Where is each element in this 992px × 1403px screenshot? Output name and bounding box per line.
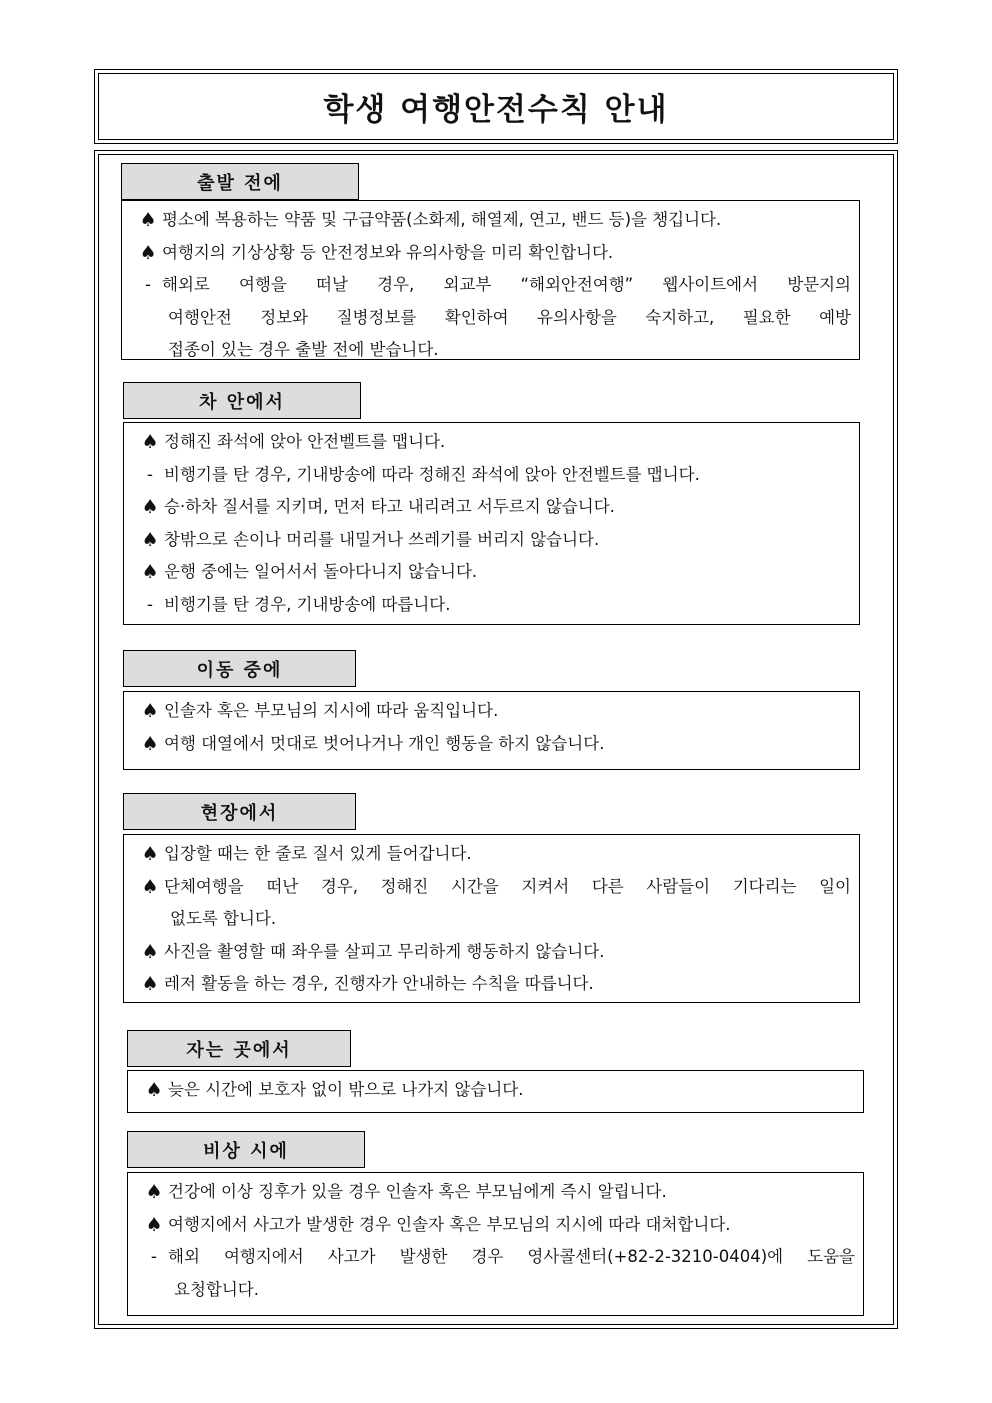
section-box bbox=[123, 422, 860, 625]
section-box bbox=[121, 200, 860, 360]
list-item bbox=[136, 903, 851, 936]
list-item bbox=[136, 968, 851, 1001]
list-item bbox=[140, 1176, 855, 1209]
spade-bullet-icon: ♠ bbox=[141, 843, 159, 865]
spade-bullet-icon: ♠ bbox=[141, 561, 159, 583]
list-item bbox=[134, 237, 851, 270]
item-text: 인솔자 혹은 부모님의 지시에 따라 움직입니다. bbox=[164, 701, 499, 720]
item-text: 건강에 이상 징후가 있을 경우 인솔자 혹은 부모님에게 즉시 알립니다. bbox=[168, 1182, 667, 1201]
item-text: 사진을 촬영할 때 좌우를 살피고 무리하게 행동하지 않습니다. bbox=[164, 941, 605, 961]
list-item bbox=[140, 1209, 855, 1242]
dash-marker: - bbox=[146, 594, 154, 615]
spade-bullet-icon: ♠ bbox=[141, 496, 159, 518]
list-item bbox=[136, 695, 851, 728]
list-item bbox=[136, 936, 851, 969]
spade-bullet-icon: ♠ bbox=[141, 431, 159, 453]
spade-bullet-icon: ♠ bbox=[141, 973, 159, 995]
list-item bbox=[140, 1074, 855, 1107]
list-item bbox=[136, 524, 851, 557]
item-text: 운행 중에는 일어서서 돌아다니지 않습니다. bbox=[164, 562, 478, 581]
spade-bullet-icon: ♠ bbox=[145, 1181, 163, 1203]
spade-bullet-icon: ♠ bbox=[139, 241, 157, 264]
list-item bbox=[136, 459, 851, 492]
section-header: 자는 곳에서 bbox=[127, 1030, 351, 1067]
spade-bullet-icon: ♠ bbox=[141, 940, 159, 963]
section-box bbox=[127, 1172, 864, 1316]
item-text: 정해진 좌석에 앉아 안전벨트를 맵니다. bbox=[164, 432, 446, 451]
spade-bullet-icon: ♠ bbox=[141, 732, 159, 755]
spade-bullet-icon: ♠ bbox=[145, 1079, 163, 1101]
item-text: 여행안전 정보와 질병정보를 확인하여 유의사항을 숙지하고, 필요한 예방 bbox=[168, 307, 851, 327]
item-text: 해외 여행지에서 사고가 발생한 경우 영사콜센터(+82-2-3210-0404)에 도움을 bbox=[168, 1247, 855, 1266]
item-text: 여행지에서 사고가 발생한 경우 인솔자 혹은 부모님의 지시에 따라 대처합니다. bbox=[168, 1214, 731, 1234]
item-text: 요청합니다. bbox=[174, 1279, 259, 1299]
item-text: 비행기를 탄 경우, 기내방송에 따라 정해진 좌석에 앉아 안전벨트를 맵니다. bbox=[164, 464, 700, 484]
section-header: 차 안에서 bbox=[123, 382, 361, 419]
item-text: 레저 활동을 하는 경우, 진행자가 안내하는 수칙을 따릅니다. bbox=[164, 974, 594, 993]
spade-bullet-icon: ♠ bbox=[141, 875, 159, 898]
list-item bbox=[136, 838, 851, 871]
section-header: 출발 전에 bbox=[121, 163, 359, 200]
item-text: 승·하차 질서를 지키며, 먼저 타고 내리려고 서두르지 않습니다. bbox=[164, 497, 615, 516]
item-text: 비행기를 탄 경우, 기내방송에 따릅니다. bbox=[164, 594, 451, 614]
section-box bbox=[123, 691, 860, 770]
spade-bullet-icon: ♠ bbox=[141, 528, 159, 551]
section-box bbox=[123, 834, 860, 1003]
dash-marker: - bbox=[150, 1247, 158, 1267]
item-text: 접종이 있는 경우 출발 전에 받습니다. bbox=[168, 340, 439, 359]
item-text: 없도록 합니다. bbox=[170, 909, 277, 928]
list-item bbox=[136, 728, 851, 761]
list-item bbox=[136, 589, 851, 622]
section-box bbox=[127, 1070, 864, 1113]
list-item bbox=[134, 334, 851, 367]
item-text: 해외로 여행을 떠날 경우, 외교부 “해외안전여행” 웹사이트에서 방문지의 bbox=[162, 275, 851, 294]
item-text: 늦은 시간에 보호자 없이 밖으로 나가지 않습니다. bbox=[168, 1080, 524, 1099]
document-title: 학생 여행안전수칙 안내 bbox=[323, 92, 669, 128]
dash-marker: - bbox=[144, 275, 152, 295]
item-text: 여행 대열에서 멋대로 벗어나거나 개인 행동을 하지 않습니다. bbox=[164, 733, 605, 753]
dash-marker: - bbox=[146, 464, 154, 485]
item-text: 단체여행을 떠난 경우, 정해진 시간을 지켜서 다른 사람들이 기다리는 일이 bbox=[164, 876, 851, 896]
item-text: 창밖으로 손이나 머리를 내밀거나 쓰레기를 버리지 않습니다. bbox=[164, 529, 600, 549]
section-header: 비상 시에 bbox=[127, 1131, 365, 1168]
list-item bbox=[140, 1241, 855, 1274]
spade-bullet-icon: ♠ bbox=[145, 1213, 163, 1236]
spade-bullet-icon: ♠ bbox=[141, 700, 159, 722]
list-item bbox=[134, 269, 851, 302]
section-header: 이동 중에 bbox=[123, 650, 356, 687]
item-text: 평소에 복용하는 약품 및 구급약품(소화제, 해열제, 연고, 밴드 등)을 챙깁니다. bbox=[162, 210, 722, 229]
item-text: 입장할 때는 한 줄로 질서 있게 들어갑니다. bbox=[164, 844, 472, 863]
section-header: 현장에서 bbox=[123, 793, 356, 830]
list-item bbox=[136, 871, 851, 904]
list-item bbox=[136, 491, 851, 524]
list-item bbox=[136, 556, 851, 589]
list-item bbox=[134, 204, 851, 237]
spade-bullet-icon: ♠ bbox=[139, 209, 157, 231]
item-text: 여행지의 기상상황 등 안전정보와 유의사항을 미리 확인합니다. bbox=[162, 242, 614, 262]
list-item bbox=[140, 1274, 855, 1307]
list-item bbox=[136, 426, 851, 459]
list-item bbox=[134, 302, 851, 335]
title-frame bbox=[94, 69, 898, 144]
